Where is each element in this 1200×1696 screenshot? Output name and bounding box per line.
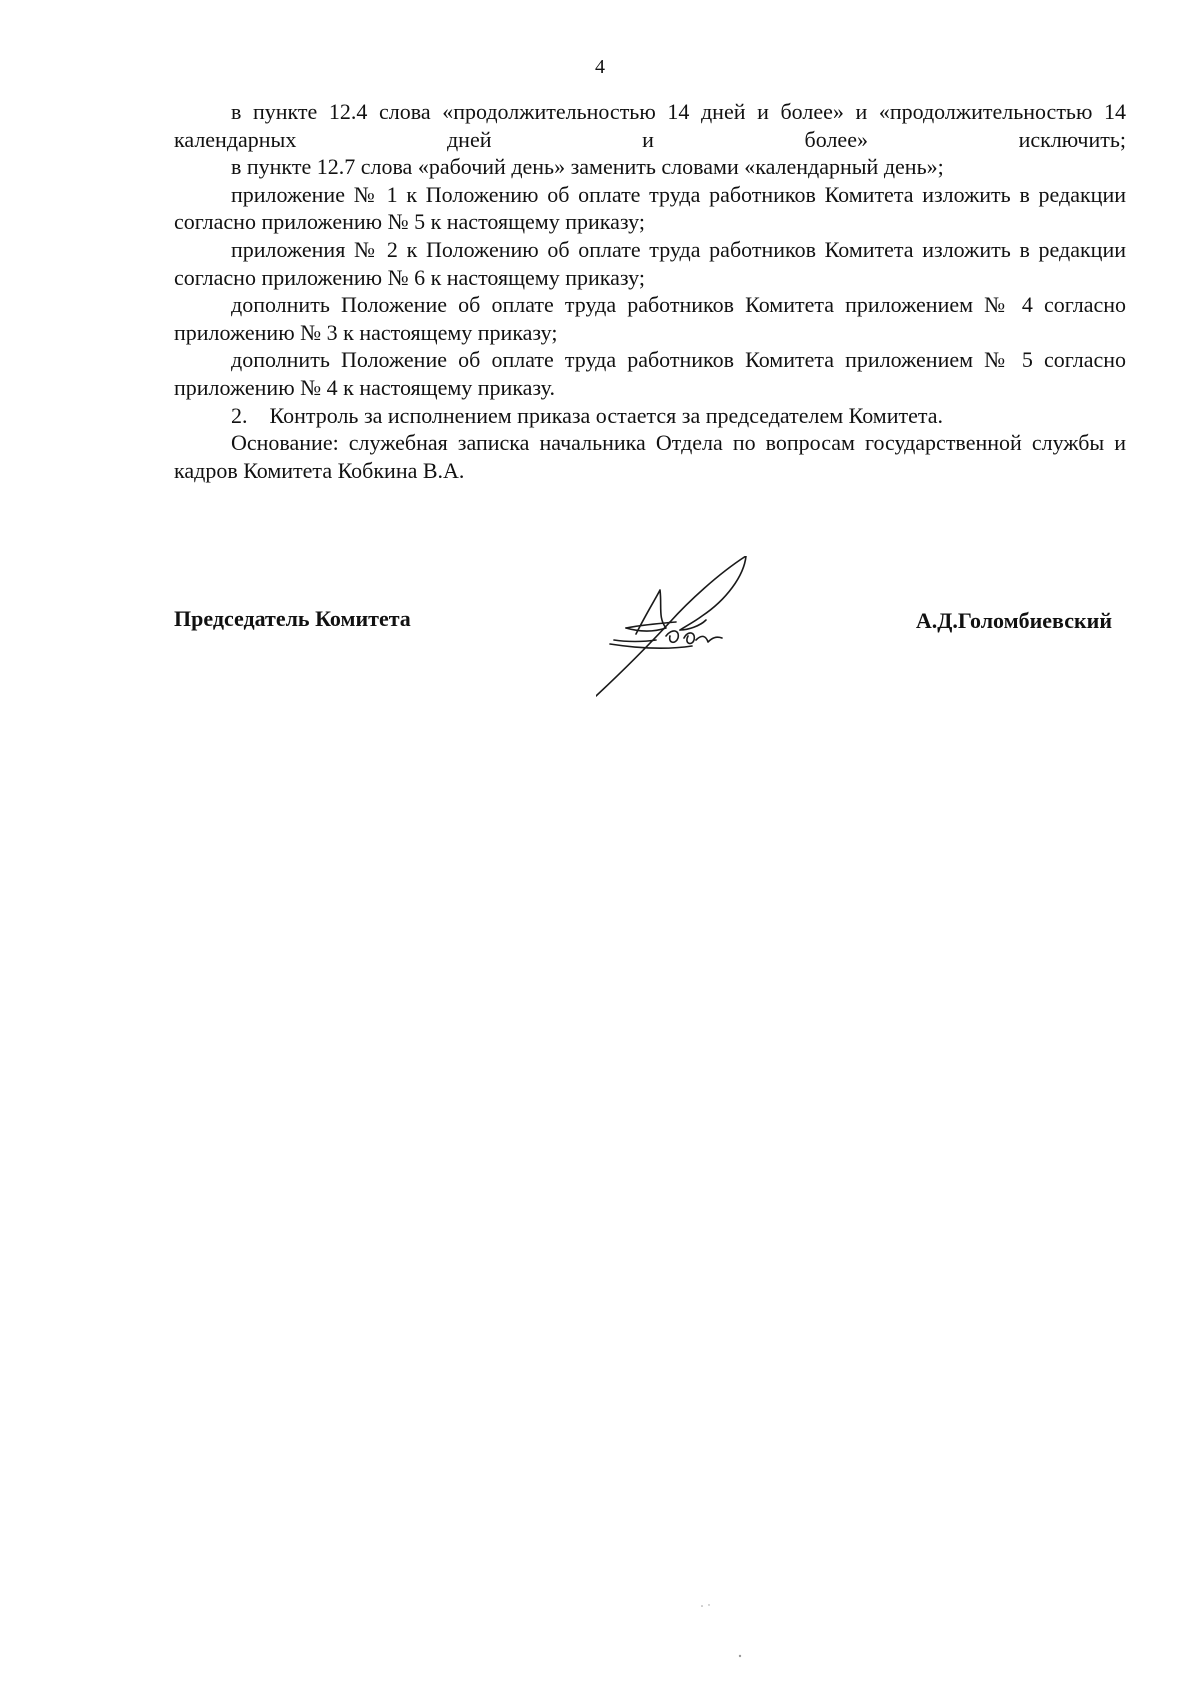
signer-name: А.Д.Голомбиевский — [915, 608, 1112, 633]
paragraph-add-appendix-4: дополнить Положение об оплате труда работников Комитета приложением № 4 согласно приложению № 3 к настоящему приказу; — [174, 292, 1126, 345]
paragraph-appendix-2: приложения № 2 к Положению об оплате труда работников Комитета изложить в редакции согласно приложению № 6 к настоящему приказу; — [174, 236, 1126, 290]
paragraph-appendix-1: приложение № 1 к Положению об оплате труда работников Комитета изложить в редакции согласно приложению № 5 к настоящему приказу; — [174, 181, 1126, 235]
paragraph-item-12-4: в пункте 12.4 слова «продолжительностью 14 дней и более» и «продолжительностью 14 календарных дней и более» исключить; — [174, 99, 1126, 152]
paragraph-basis: Основание: служебная записка начальника Отдела по вопросам государственной службы и кадров Комитета Кобкина В.А. — [174, 430, 1126, 483]
page-number: 4 — [595, 56, 605, 78]
paragraph-control-clause: 2. Контроль за исполнением приказа остается за председателем Комитета. — [231, 402, 944, 428]
scan-speck-marks — [700, 1600, 820, 1660]
signer-title: Председатель Комитета — [174, 606, 411, 631]
document-body — [174, 98, 1126, 484]
paragraph-item-12-7: в пункте 12.7 слова «рабочий день» заменить словами «календарный день»; — [231, 154, 944, 180]
paragraph-add-appendix-5: дополнить Положение об оплате труда работников Комитета приложением № 5 согласно приложению № 4 к настоящему приказу. — [174, 347, 1126, 400]
handwritten-signature — [596, 556, 796, 706]
